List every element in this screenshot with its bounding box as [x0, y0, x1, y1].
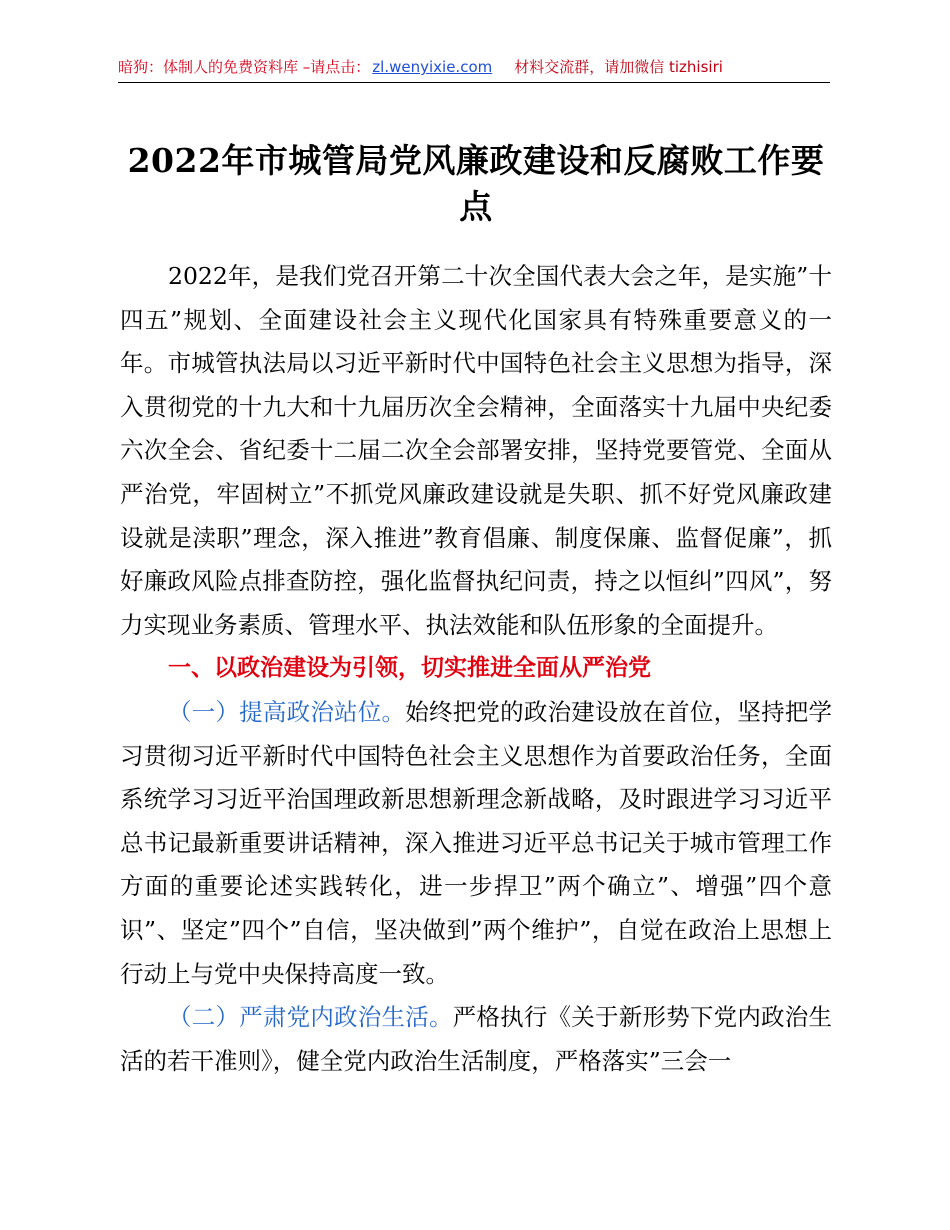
intro-paragraph: 2022年，是我们党召开第二十次全国代表大会之年，是实施”十四五”规划、全面建设社会主义现代化国家具有特殊重要意义的一年。市城管执法局以习近平新时代中国特色社会主义思想为指导，深入贯彻党的十九大和十九届历次全会精神，全面落实十九届中央纪委六次全会、省纪委十二届二次全会部署安排，坚持党要管党、全面从严治党，牢固树立”不抓党风廉政建设就是失职、抓不好党风廉政建设就是渎职”理念，深入推进”教育倡廉、制度保廉、监督促廉”，抓好廉政风险点排查防控，强化监督执纪问责，持之以恒纠”四风”，努力实现业务素质、管理水平、执法效能和队伍形象的全面提升。: [120, 262, 832, 639]
item-label: （一）提高政治站位。: [168, 697, 406, 726]
item-text: 始终把党的政治建设放在首位，坚持把学习贯彻习近平新时代中国特色社会主义思想作为首要政治任务，全面系统学习习近平治国理政新思想新理念新战略，及时跟进学习习近平总书记最新重要讲话精神，深入推进习近平总书记关于城市管理工作方面的重要论述实践转化，进一步捍卫”两个确立”、增强”四个意识”、坚定”四个”自信，坚决做到”两个维护”，自觉在政治上思想上行动上与党中央保持高度一致。: [120, 697, 833, 988]
page-header: [118, 56, 830, 78]
section-heading: 一、以政治建设为引领，切实推进全面从严治党: [168, 655, 651, 682]
section-item-2: [120, 996, 832, 1083]
header-brand: 暗狗：体制人的免费资料库: [118, 58, 299, 76]
document-body: [120, 255, 832, 1083]
header-contact: 材料交流群，请加微信 tizhisiri: [514, 58, 723, 76]
header-divider: [118, 82, 830, 83]
header-link[interactable]: zl.wenyixie.com: [372, 58, 493, 76]
item-label: （二）严肃党内政治生活。: [168, 1003, 453, 1032]
item-text: 严格执行《关于新形势下党内政治生活的若干准则》，健全党内政治生活制度，严格落实”三会一: [120, 1003, 833, 1075]
document-title: 2022年市城管局党风廉政建设和反腐败工作要点: [127, 141, 825, 226]
section-item-1: [120, 691, 832, 996]
header-click-prefix: –请点击：: [298, 58, 371, 76]
